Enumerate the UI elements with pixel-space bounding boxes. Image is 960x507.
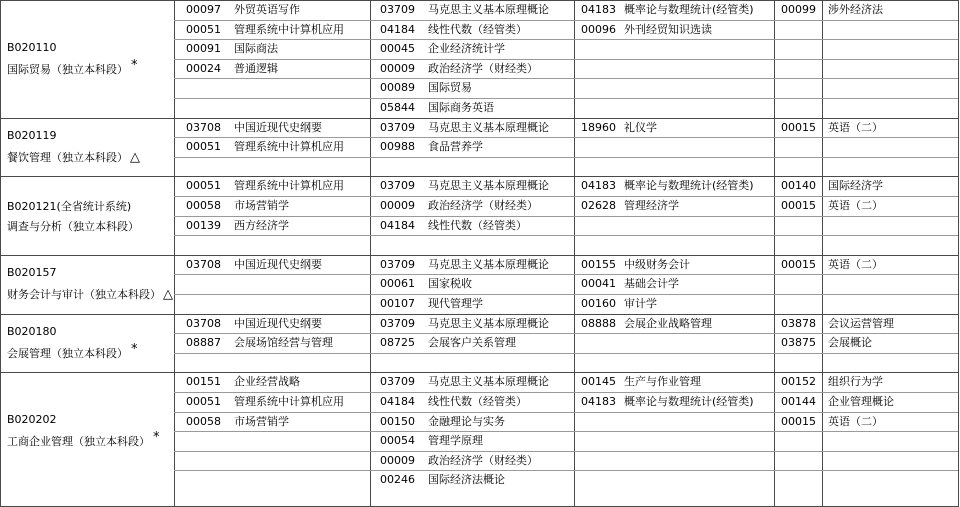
course-name: 会议运营管理 xyxy=(828,316,894,330)
major-code: B020110 xyxy=(7,40,57,54)
course-name: 管理系统中计算机应用 xyxy=(234,179,344,193)
course-name: 马克思主义基本原理概论 xyxy=(428,179,549,193)
course-code: 00015 xyxy=(781,120,816,134)
course-name: 市场营销学 xyxy=(234,199,289,212)
course-name: 概率论与数理统计(经管类) xyxy=(624,395,754,408)
course-code: 03878 xyxy=(781,316,816,330)
course-name: 马克思主义基本原理概论 xyxy=(428,316,549,330)
major-code: B020202 xyxy=(7,413,57,427)
course-name: 涉外经济法 xyxy=(828,3,883,16)
course-name: 政治经济学（财经类） xyxy=(428,199,538,212)
course-code: 00152 xyxy=(781,375,816,389)
course-code: 00151 xyxy=(186,375,221,389)
course-name: 外刊经贸知识选读 xyxy=(624,22,712,36)
course-name: 金融理论与实务 xyxy=(428,414,505,428)
course-code: 00058 xyxy=(186,199,221,212)
course-name: 西方经济学 xyxy=(234,218,289,232)
course-name: 管理系统中计算机应用 xyxy=(234,395,344,408)
course-code: 00051 xyxy=(186,140,221,154)
major-name xyxy=(7,57,138,77)
course-name: 马克思主义基本原理概论 xyxy=(428,3,549,16)
course-code: 00058 xyxy=(186,414,221,428)
course-code: 03709 xyxy=(380,375,415,389)
major-name xyxy=(7,149,140,165)
major-name xyxy=(7,430,160,449)
course-name: 马克思主义基本原理概论 xyxy=(428,120,549,134)
course-code: 00054 xyxy=(380,434,415,448)
major-name xyxy=(7,218,139,234)
course-code: 08888 xyxy=(581,316,616,330)
course-name: 线性代数（经管类） xyxy=(428,218,527,232)
course-name: 会展场馆经营与管理 xyxy=(234,336,333,350)
course-name: 线性代数（经管类） xyxy=(428,22,527,36)
major-mark: * xyxy=(131,57,138,73)
course-name: 基础会计学 xyxy=(624,277,679,291)
course-code: 00045 xyxy=(380,42,415,56)
course-name: 组织行为学 xyxy=(828,375,883,389)
course-code: 00145 xyxy=(581,375,616,389)
major-mark: * xyxy=(153,430,160,446)
major-name-text: 会展管理（独立本科段） xyxy=(7,347,128,360)
course-name: 管理学原理 xyxy=(428,434,483,448)
course-code: 00107 xyxy=(380,297,415,310)
row-separator xyxy=(174,98,958,99)
course-code: 00096 xyxy=(581,22,616,36)
course-code: 00099 xyxy=(781,3,816,16)
course-name: 英语（二） xyxy=(828,120,883,134)
course-code: 03709 xyxy=(380,120,415,134)
course-code: 04183 xyxy=(581,3,616,16)
course-name: 马克思主义基本原理概论 xyxy=(428,257,549,271)
major-code: B020119 xyxy=(7,129,57,142)
course-name: 现代管理学 xyxy=(428,297,483,310)
course-name: 国际商务英语 xyxy=(428,101,494,114)
course-name: 企业经济统计学 xyxy=(428,42,505,56)
course-name: 生产与作业管理 xyxy=(624,375,701,389)
course-code: 03875 xyxy=(781,336,816,350)
course-name: 食品营养学 xyxy=(428,140,483,154)
course-code: 00097 xyxy=(186,3,221,16)
row-separator xyxy=(174,451,958,452)
course-name: 中国近现代史纲要 xyxy=(234,257,322,271)
course-code: 04184 xyxy=(380,218,415,232)
course-name: 审计学 xyxy=(624,297,657,310)
course-code: 00015 xyxy=(781,414,816,428)
course-code: 03709 xyxy=(380,257,415,271)
course-name: 概率论与数理统计(经管类) xyxy=(624,179,754,193)
course-name: 企业经营战略 xyxy=(234,375,300,389)
course-code: 03708 xyxy=(186,257,221,271)
course-name: 英语（二） xyxy=(828,199,883,212)
course-name: 线性代数（经管类） xyxy=(428,395,527,408)
course-code: 00089 xyxy=(380,81,415,95)
course-name: 会展企业战略管理 xyxy=(624,316,712,330)
course-name: 英语（二） xyxy=(828,257,883,271)
course-code: 03709 xyxy=(380,316,415,330)
course-code: 04183 xyxy=(581,395,616,408)
course-code: 00051 xyxy=(186,179,221,193)
major-code: B020121(全省统计系统) xyxy=(7,199,132,213)
course-code: 04184 xyxy=(380,22,415,36)
course-code: 03709 xyxy=(380,3,415,16)
row-separator xyxy=(174,470,958,471)
major-name-text: 国际贸易（独立本科段） xyxy=(7,62,128,76)
course-code: 05844 xyxy=(380,101,415,114)
course-code: 08887 xyxy=(186,336,221,350)
row-separator xyxy=(174,59,958,60)
course-code: 00091 xyxy=(186,42,221,56)
course-code: 00139 xyxy=(186,218,221,232)
course-name: 英语（二） xyxy=(828,414,883,428)
row-separator xyxy=(174,78,958,79)
row-separator xyxy=(174,235,958,236)
course-name: 会展客户关系管理 xyxy=(428,336,516,350)
course-code: 04183 xyxy=(581,179,616,193)
major-name-text: 调查与分析（独立本科段） xyxy=(7,219,139,233)
course-name: 管理系统中计算机应用 xyxy=(234,22,344,36)
course-name: 管理经济学 xyxy=(624,199,679,212)
column-divider xyxy=(0,0,1,507)
course-code: 08725 xyxy=(380,336,415,350)
major-name xyxy=(7,342,138,361)
course-name: 普通逻辑 xyxy=(234,61,278,75)
course-name: 市场营销学 xyxy=(234,414,289,428)
course-code: 00009 xyxy=(380,453,415,467)
course-name: 概率论与数理统计(经管类) xyxy=(624,3,754,16)
course-code: 00015 xyxy=(781,199,816,212)
course-code: 00246 xyxy=(380,473,415,487)
course-code: 03709 xyxy=(380,179,415,193)
course-code: 00160 xyxy=(581,297,616,310)
row-separator xyxy=(174,294,958,295)
course-code: 00144 xyxy=(781,395,816,408)
column-divider xyxy=(958,0,959,507)
course-name: 企业管理概论 xyxy=(828,395,894,408)
major-code: B020157 xyxy=(7,266,57,280)
course-name: 礼仪学 xyxy=(624,120,657,134)
course-name: 国际经济学 xyxy=(828,179,883,193)
course-code: 00015 xyxy=(781,257,816,271)
course-code: 00061 xyxy=(380,277,415,291)
course-code: 00051 xyxy=(186,22,221,36)
course-name: 国家税收 xyxy=(428,277,472,291)
course-code: 02628 xyxy=(581,199,616,212)
major-code: B020180 xyxy=(7,325,57,338)
major-name-text: 工商企业管理（独立本科段） xyxy=(7,435,150,449)
course-name: 政治经济学（财经类） xyxy=(428,453,538,467)
course-code: 00024 xyxy=(186,61,221,75)
course-code: 00009 xyxy=(380,61,415,75)
course-name: 中国近现代史纲要 xyxy=(234,316,322,330)
course-name: 会展概论 xyxy=(828,336,872,350)
course-code: 18960 xyxy=(581,120,616,134)
major-name-text: 财务会计与审计（独立本科段） xyxy=(7,288,161,302)
major-mark: △ xyxy=(163,287,173,303)
course-code: 04184 xyxy=(380,395,415,408)
course-code: 00051 xyxy=(186,395,221,408)
course-name: 国际贸易 xyxy=(428,81,472,95)
course-name: 马克思主义基本原理概论 xyxy=(428,375,549,389)
course-code: 00150 xyxy=(380,414,415,428)
major-mark: * xyxy=(131,342,138,357)
course-code: 03708 xyxy=(186,316,221,330)
course-code: 00009 xyxy=(380,199,415,212)
course-name: 中国近现代史纲要 xyxy=(234,120,322,134)
course-code: 00140 xyxy=(781,179,816,193)
course-code: 00988 xyxy=(380,140,415,154)
major-name-text: 餐饮管理（独立本科段） xyxy=(7,151,128,164)
course-name: 国际经济法概论 xyxy=(428,473,505,487)
course-name: 中级财务会计 xyxy=(624,257,690,271)
course-code: 00155 xyxy=(581,257,616,271)
course-name: 政治经济学（财经类） xyxy=(428,61,538,75)
major-mark: △ xyxy=(130,150,140,165)
course-name: 国际商法 xyxy=(234,42,278,56)
major-name xyxy=(7,286,173,302)
course-code: 00041 xyxy=(581,277,616,291)
course-name: 外贸英语写作 xyxy=(234,3,300,16)
course-name: 管理系统中计算机应用 xyxy=(234,140,344,154)
course-code: 03708 xyxy=(186,120,221,134)
